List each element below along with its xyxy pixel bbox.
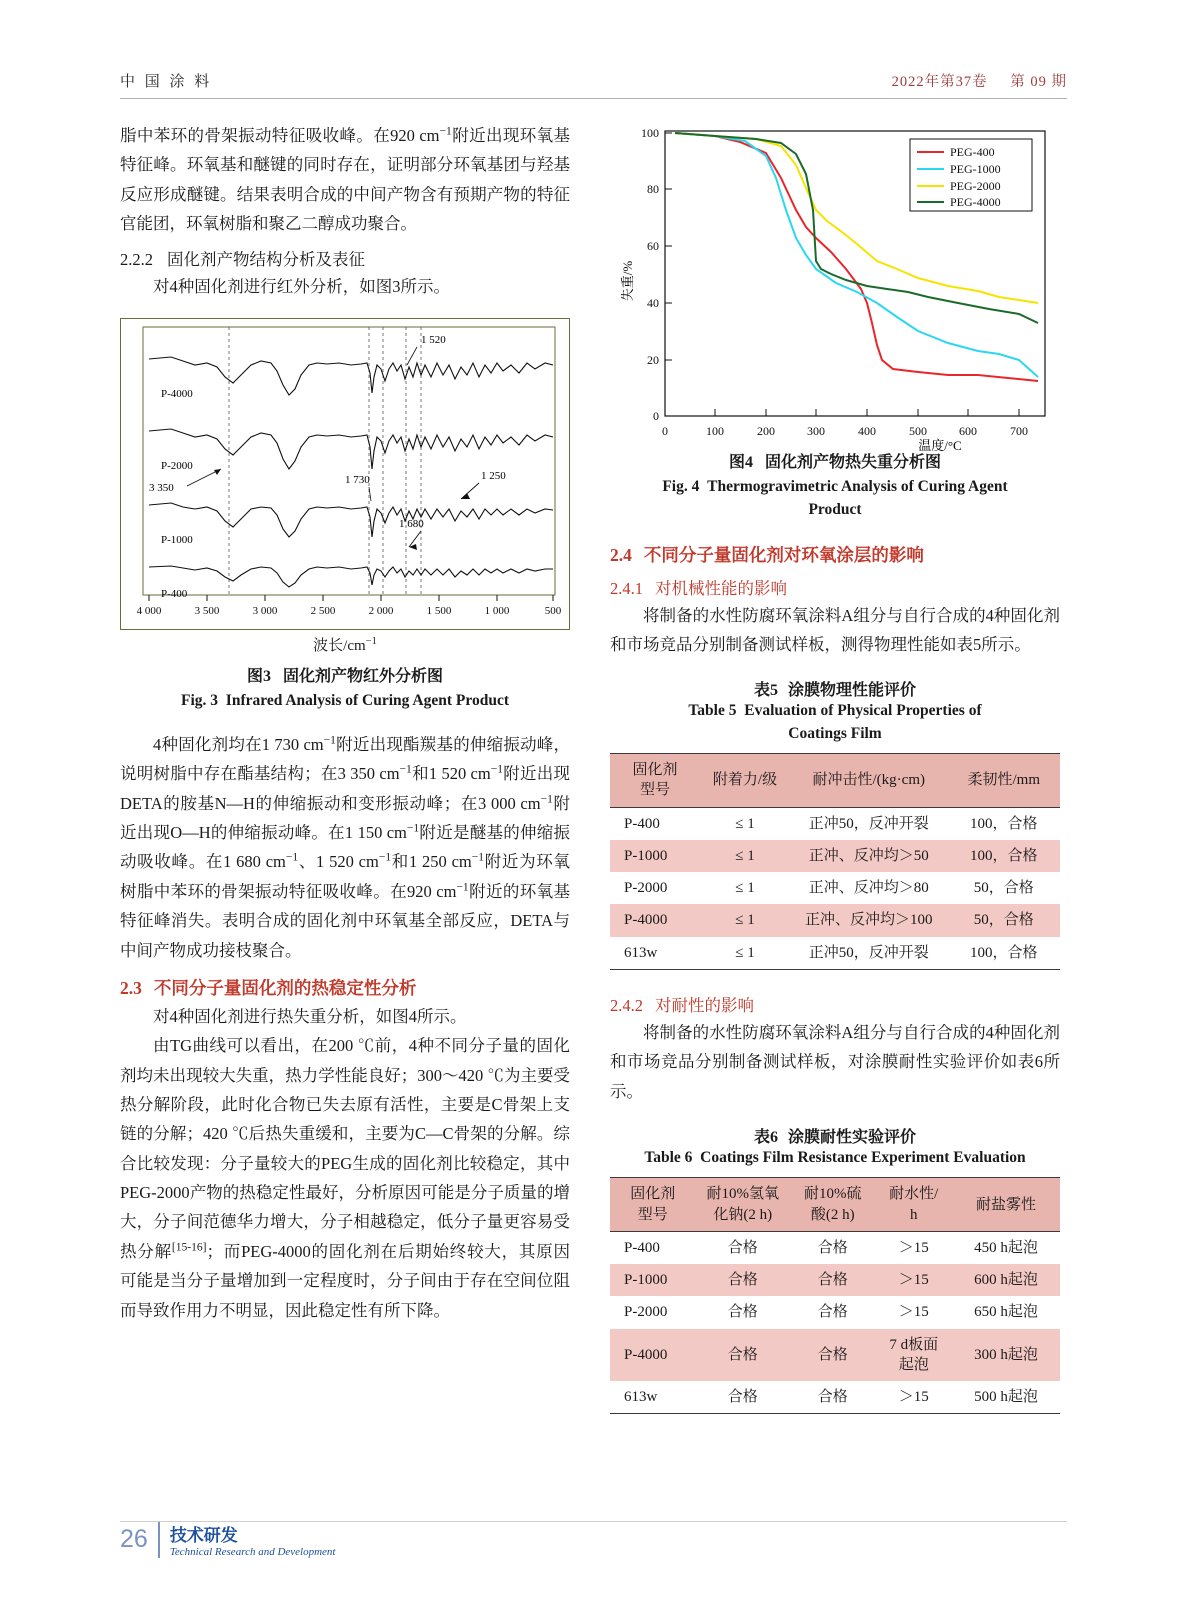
table-5-caption-cn: 涂膜物理性能评价 [788, 682, 917, 700]
figure-3-title-en: Infrared Analysis of Curing Agent Product [225, 691, 509, 709]
figure-4-title-en-1: Thermogravimetric Analysis of Curing Agent [707, 478, 1008, 495]
legend-peg-4000: PEG-4000 [950, 195, 1001, 209]
t6-r2-c1: 合格 [727, 1304, 758, 1321]
svg-text:300: 300 [807, 424, 825, 438]
table-row [610, 1231, 1060, 1264]
paragraph-5: 由TG曲线可以看出，在200 ℃前，4种不同分子量的固化剂均未出现较大失重，热力学性能良好；300～420 ℃为主要受热分解阶段，此时化合物已失去原有活性，主要是C骨架上支链的分解；420 ℃后热失重缓和，主要为C—C骨架的分解。综合比较发现：分子量较大的PEG生成的固化剂比较稳定，其中PEG-2000产物的热稳定性最好，分析原因可能是分子质量的增大，分子间范德华力增大，分子相越稳定，低分子量更容易受热分解[15-16]；而PEG-4000的固化剂在后期始终较大，其原因可能是当分子量增加到一定程度时，分子间由于存在空间位阻而导致作用力不明显，因此稳定性有所下降。 [120, 1036, 571, 1320]
t6-r0-c2: 合格 [817, 1239, 848, 1256]
t6-r1-c3: ＞15 [898, 1272, 929, 1289]
left-column [120, 121, 570, 1414]
table-6-title-en [610, 1147, 1060, 1169]
t6-r2-c0: P-2000 [624, 1304, 668, 1321]
paragraph-1: 脂中苯环的骨架振动特征吸收峰。在920 $cm^{-1}$附近出现环氧基特征峰。环氧基和醚键的同时存在，证明部分环氧基团与羟基反应形成醚键。结果表明合成的中间产物含有预期产物的特征官能团，环氧树脂和聚乙二醇成功聚合。 [120, 125, 570, 234]
t5-r3-c1: ≤ 1 [735, 912, 755, 929]
t5-r1-c3: 100，合格 [969, 847, 1038, 864]
table-5-th-3: 柔韧性/mm [948, 754, 1061, 808]
t6-r3-c3: 7 d板面 起泡 [889, 1336, 939, 1373]
table-row [610, 840, 1060, 872]
t5-r3-c2: 正冲、反冲均＞100 [804, 912, 933, 929]
t6-r4-c0: 613w [610, 1381, 696, 1414]
svg-text:0: 0 [653, 409, 659, 423]
tga-xlabel: 温度/°C [918, 438, 962, 451]
legend-peg-2000: PEG-2000 [950, 179, 1001, 193]
table-5-title-cn [610, 677, 1060, 700]
ir-annotation-1680: 1 680 [399, 517, 424, 530]
figure-3-label-cn: 图3 [246, 667, 271, 685]
svg-text:2 000: 2 000 [368, 604, 394, 617]
t5-r4-c1: ≤ 1 [700, 937, 790, 970]
table-row [610, 904, 1060, 936]
right-column [610, 121, 1060, 1414]
section-heading-2-4-2 [610, 992, 1060, 1016]
table-row [610, 807, 1060, 840]
figure-4-title-cn: 固化剂产物热失重分析图 [765, 454, 942, 471]
svg-text:20: 20 [647, 353, 659, 367]
t5-r2-c0: P-2000 [624, 880, 668, 897]
ir-label-p400: P-400 [161, 587, 188, 600]
two-column-body [120, 121, 1067, 1414]
footer-section-cn: 技术研发 [169, 1526, 238, 1545]
svg-text:1 000: 1 000 [484, 604, 510, 617]
svg-text:60: 60 [647, 239, 659, 253]
table-6-th-3: 耐水性/ h [876, 1178, 953, 1232]
section-number: 2.4.1 [610, 578, 643, 598]
t6-r4-c4: 500 h起泡 [952, 1381, 1060, 1414]
svg-text:4 000: 4 000 [136, 604, 162, 617]
section-heading-2-4 [610, 542, 1060, 567]
table-5-title-en-2: Coatings Film [788, 724, 882, 742]
t5-r2-c2: 正冲、反冲均＞80 [808, 880, 929, 897]
t5-r0-c1: ≤ 1 [735, 815, 755, 832]
footer-section-en: Technical Research and Development [169, 1546, 336, 1558]
volume-label: 2022年第37卷 [891, 74, 988, 90]
table-6-title-cn [610, 1124, 1060, 1147]
t6-r1-c1: 合格 [727, 1272, 758, 1289]
legend-peg-400: PEG-400 [950, 145, 995, 159]
section-title: 不同分子量固化剂对环氧涂层的影响 [643, 544, 924, 565]
t6-r1-c0: P-1000 [624, 1272, 668, 1289]
t5-r2-c1: ≤ 1 [735, 880, 755, 897]
t6-r0-c4: 450 h起泡 [974, 1239, 1038, 1256]
table-6 [610, 1177, 1060, 1414]
tga-ylabel: 失重/% [620, 260, 635, 302]
page-number: 26 [120, 1525, 148, 1553]
page-footer [120, 1521, 335, 1558]
table-5-th-1: 附着力/级 [700, 754, 790, 808]
t5-r1-c2: 正冲、反冲均＞50 [808, 847, 929, 864]
right-paragraph-1: 将制备的水性防腐环氧涂料A组分与自行合成的4种固化剂和市场竞品分别制备测试样板，测得物理性能如表5所示。 [610, 605, 1060, 654]
table-row [610, 1296, 1060, 1328]
t6-r3-c4: 300 h起泡 [974, 1346, 1038, 1363]
ir-annotation-1250: 1 250 [481, 469, 506, 482]
legend-peg-1000: PEG-1000 [950, 162, 1001, 176]
figure-4-label-cn: 图4 [728, 454, 753, 471]
issue-label: 第 09 期 [1010, 74, 1067, 90]
t6-r3-c0: P-4000 [624, 1346, 668, 1363]
figure-4 [610, 121, 1060, 451]
t6-r1-c2: 合格 [817, 1272, 848, 1289]
t5-r0-c0: P-400 [624, 815, 660, 832]
t5-r3-c0: P-4000 [624, 912, 668, 929]
table-6-caption-cn: 涂膜耐性实验评价 [788, 1128, 917, 1146]
section-number: 2.2.2 [120, 250, 153, 270]
table-5-th-0: 固化剂 型号 [610, 754, 700, 808]
table-6-caption-en: Coatings Film Resistance Experiment Evaluation [700, 1148, 1026, 1166]
t6-r0-c3: ＞15 [898, 1239, 929, 1256]
section-heading-2-3 [120, 975, 570, 1000]
section-number: 2.3 [120, 977, 142, 998]
figure-3-xlabel: 波长$/cm^{-1}$ [313, 635, 377, 654]
t6-r4-c1: 合格 [696, 1381, 791, 1414]
ir-annotation-1520: 1 520 [421, 333, 446, 346]
t6-r4-c3: ＞15 [876, 1381, 953, 1414]
footer-bar [158, 1522, 160, 1558]
ir-annotation-3350: 3 350 [149, 481, 174, 494]
table-5-label-cn: 表5 [753, 682, 778, 700]
right-paragraph-2: 将制备的水性防腐环氧涂料A组分与自行合成的4种固化剂和市场竞品分别制备测试样板，对涂膜耐性实验评价如表6所示。 [610, 1022, 1060, 1101]
journal-name: 中 国 涂 料 [120, 74, 213, 90]
paragraph-3: 4种固化剂均在1 730 $cm^{-1}$附近出现酯羰基的伸缩振动峰，说明树脂中存在酯基结构；在3 350 $cm^{-1}$和1 520 $cm^{-1}$附近出现DETA的胺基N—H的伸缩振动和变形振动峰；在3 000 $cm^{-1}$附近出现O—H的伸缩振动峰。在1 150 $cm^{-1}$附近是醚基的伸缩振动吸收峰。在1 680 $cm^{-1}$、1 520 $cm^{-1}$和1 250 $cm^{-1}$附近为环氧树脂中苯环的骨架振动特征吸收峰。在920 $cm^{-1}$附近的环氧基特征峰消失。表明合成的固化剂中环氧基全部反应，DETA与中间产物成功接枝聚合。 [120, 734, 571, 960]
t5-r4-c0: 613w [610, 937, 700, 970]
section-title: 对耐性的影响 [655, 995, 754, 1015]
svg-text:500: 500 [544, 604, 562, 617]
table-row [610, 937, 1060, 970]
figure-4-caption-en [610, 475, 1060, 498]
figure-3 [120, 318, 570, 712]
svg-text:0: 0 [662, 424, 668, 438]
table-5-label-en: Table 5 [688, 702, 737, 720]
ir-annotation-1730: 1 730 [345, 473, 370, 486]
t5-r1-c0: P-1000 [624, 847, 668, 864]
t6-r3-c2: 合格 [817, 1346, 848, 1363]
table-row [610, 872, 1060, 904]
svg-text:400: 400 [858, 424, 876, 438]
svg-text:600: 600 [959, 424, 977, 438]
t6-r2-c2: 合格 [817, 1304, 848, 1321]
table-6-th-4: 耐盐雾性 [952, 1178, 1060, 1232]
section-heading-2-4-1 [610, 575, 1060, 599]
svg-text:80: 80 [647, 182, 659, 196]
svg-text:500: 500 [909, 424, 927, 438]
figure-4-caption-cn [610, 451, 1060, 475]
table-5-header-row [610, 754, 1060, 808]
table-6-header-row [610, 1178, 1060, 1232]
t6-r0-c0: P-400 [624, 1239, 660, 1256]
table-5-caption-en-1: Evaluation of Physical Properties of [744, 702, 982, 720]
svg-text:1 500: 1 500 [426, 604, 452, 617]
figure-3-caption-en [120, 689, 570, 712]
table-5-th-2: 耐冲击性/(kg·cm) [790, 754, 948, 808]
svg-text:2 500: 2 500 [310, 604, 336, 617]
paragraph-4: 对4种固化剂进行热失重分析，如图4所示。 [153, 1006, 467, 1026]
tga-chart-svg [610, 121, 1060, 451]
table-6-th-0: 固化剂 型号 [610, 1178, 696, 1232]
figure-4-label-en: Fig. 4 [662, 478, 700, 495]
section-title: 固化剂产物结构分析及表征 [167, 250, 365, 270]
ir-spectra-svg [121, 319, 569, 627]
svg-text:3 500: 3 500 [194, 604, 220, 617]
t6-r3-c1: 合格 [727, 1346, 758, 1363]
svg-text:3 000: 3 000 [252, 604, 278, 617]
table-6-th-2: 耐10%硫 酸(2 h) [790, 1178, 876, 1232]
ir-label-p1000: P-1000 [161, 533, 193, 546]
section-number: 2.4.2 [610, 995, 643, 1015]
t6-r2-c3: ＞15 [898, 1304, 929, 1321]
paragraph-2: 对4种固化剂进行红外分析，如图3所示。 [153, 277, 450, 297]
section-title: 不同分子量固化剂的热稳定性分析 [153, 977, 417, 998]
table-row [610, 1329, 1060, 1382]
t5-r4-c2: 正冲50，反冲开裂 [790, 937, 948, 970]
figure-3-plot [120, 318, 570, 630]
t6-r2-c4: 650 h起泡 [974, 1304, 1038, 1321]
table-6-label-en: Table 6 [644, 1148, 693, 1166]
t6-r1-c4: 600 h起泡 [974, 1272, 1038, 1289]
t5-r3-c3: 50，合格 [973, 912, 1034, 929]
svg-text:200: 200 [757, 424, 775, 438]
issue-info [892, 70, 1067, 91]
section-title: 对机械性能的影响 [655, 578, 787, 598]
figure-3-title-cn: 固化剂产物红外分析图 [283, 667, 444, 685]
table-5 [610, 753, 1060, 970]
t5-r4-c3: 100，合格 [948, 937, 1061, 970]
table-6-th-1: 耐10%氢氧 化钠(2 h) [696, 1178, 791, 1232]
table-5-title-en [610, 700, 1060, 722]
section-number: 2.4 [610, 544, 632, 565]
table-6-label-cn: 表6 [753, 1128, 778, 1146]
svg-text:100: 100 [706, 424, 724, 438]
svg-text:40: 40 [647, 296, 659, 310]
svg-text:700: 700 [1010, 424, 1028, 438]
ir-label-p4000: P-4000 [161, 387, 193, 400]
table-row [610, 1264, 1060, 1296]
figure-4-caption-en-2: Product [808, 501, 862, 519]
ir-label-p2000: P-2000 [161, 459, 193, 472]
t5-r1-c1: ≤ 1 [735, 847, 755, 864]
figure-3-caption-cn [120, 665, 570, 689]
t5-r2-c3: 50，合格 [973, 880, 1034, 897]
t5-r0-c3: 100，合格 [969, 815, 1038, 832]
t6-r4-c2: 合格 [790, 1381, 876, 1414]
t5-r0-c2: 正冲50，反冲开裂 [808, 815, 929, 832]
svg-text:100: 100 [641, 126, 659, 140]
t6-r0-c1: 合格 [727, 1239, 758, 1256]
figure-3-label-en: Fig. 3 [181, 691, 219, 709]
table-row [610, 1381, 1060, 1414]
page-header [120, 70, 1067, 99]
section-heading-2-2-2 [120, 246, 570, 270]
